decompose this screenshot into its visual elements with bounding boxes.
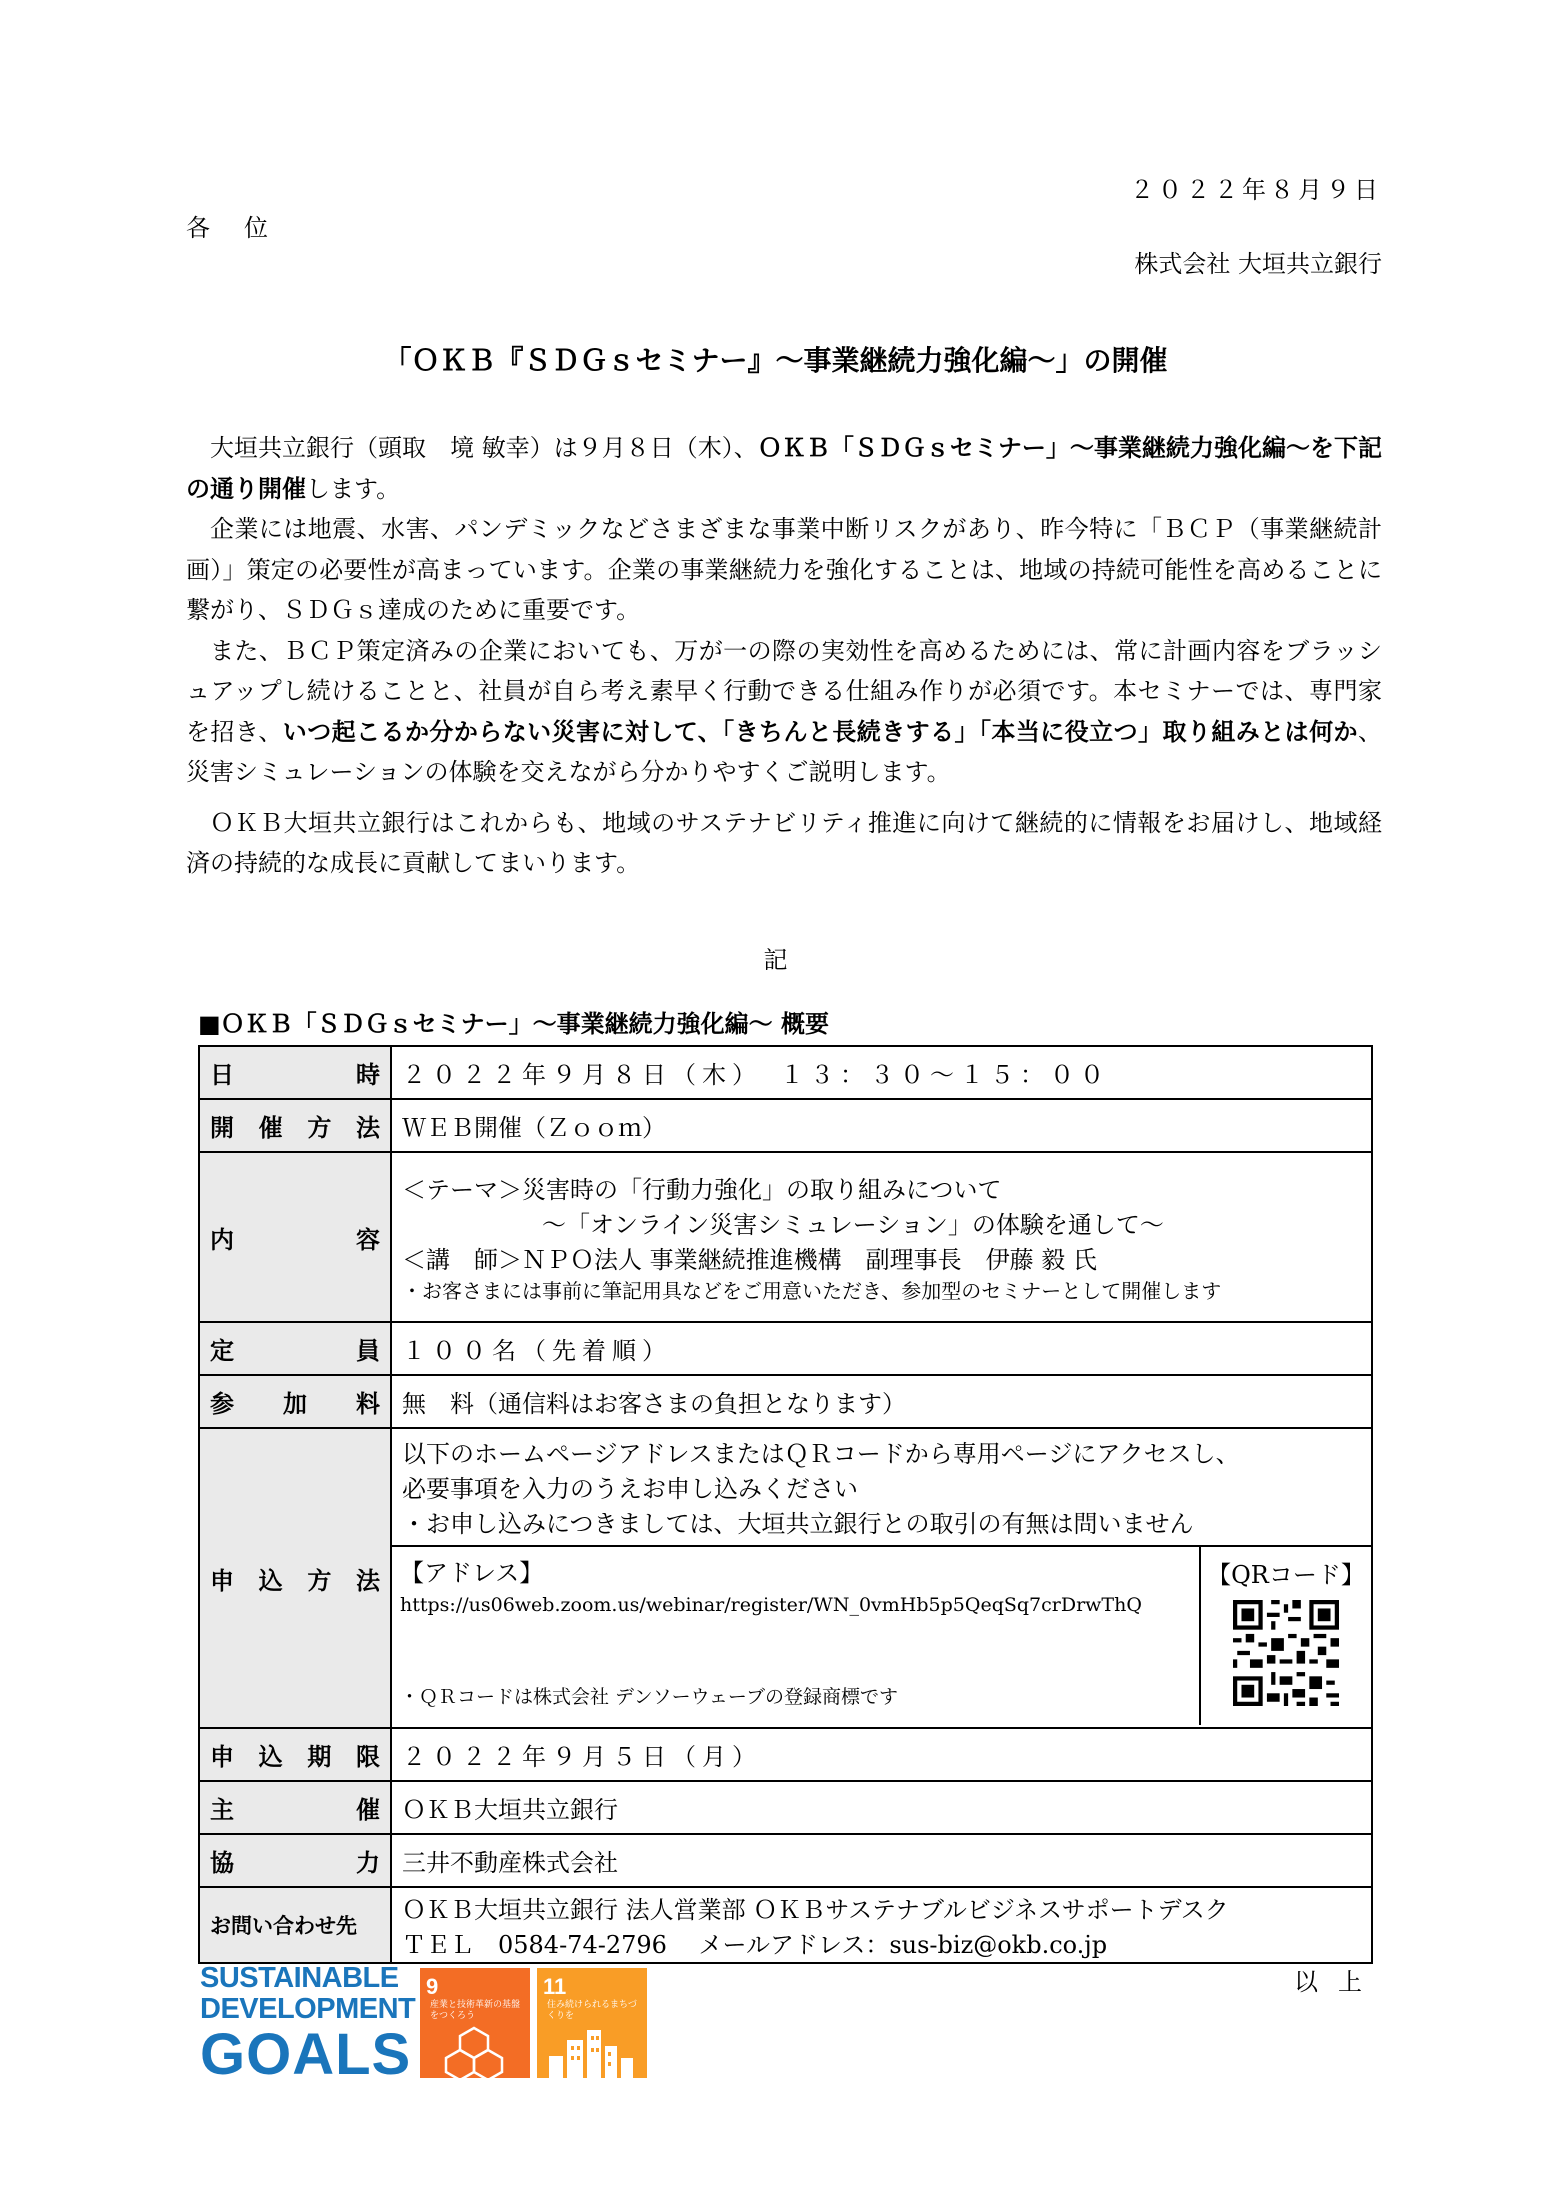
apply-line-1: 以下のホームページアドレスまたはＱＲコードから専用ページにアクセスし、: [402, 1439, 1240, 1468]
label-cooperation-b: 力: [356, 1849, 380, 1877]
value-content: [391, 1152, 1372, 1322]
value-capacity: １００名（先着順）: [391, 1322, 1372, 1375]
label-fee-c: 料: [356, 1390, 380, 1418]
row-content: [199, 1152, 1372, 1322]
p3-text-bold: いつ起こるか分からない災害に対して、「きちんと長続きする」「本当に役立つ」取り組みとは何か: [282, 717, 1358, 746]
overview-table: [198, 1045, 1373, 1964]
label-apply-char: 申: [210, 1566, 234, 1595]
sdgs-logo-line-1: SUSTAINABLE: [200, 1962, 399, 1994]
label-fee-a: 参: [210, 1390, 234, 1418]
label-deadline-char: 込: [258, 1743, 283, 1771]
label-apply-char: 込: [258, 1566, 283, 1595]
label-datetime-b: 時: [356, 1061, 380, 1089]
row-capacity: [199, 1322, 1372, 1375]
label-datetime-a: 日: [210, 1061, 234, 1089]
label-capacity-a: 定: [210, 1337, 234, 1365]
content-theme: ＜テーマ＞災害時の「行動力強化」の取り組みについて: [402, 1176, 1002, 1204]
sender-name: 株式会社 大垣共立銀行: [1134, 250, 1382, 278]
paragraph-2: 企業には地震、水害、パンデミックなどさまざまな事業中断リスクがあり、昨今特に「ＢＣＰ（事業継続計画）」策定の必要性が高まっています。企業の事業継続力を強化することは、地域の持続可能性を高めることに繋がり、ＳＤＧｓ達成のために重要です。: [186, 515, 1382, 624]
content-subtheme: ～「オンライン災害シミュレーション」の体験を通して～: [542, 1211, 1164, 1239]
label-content-a: 内: [210, 1225, 234, 1254]
cubes-icon: [426, 2026, 522, 2086]
label-apply-char: 方: [307, 1566, 332, 1595]
body-text: [186, 428, 1382, 884]
label-organizer-a: 主: [210, 1796, 234, 1824]
value-cooperation: 三井不動産株式会社: [391, 1834, 1372, 1887]
address-heading: 【アドレス】: [400, 1558, 544, 1587]
value-datetime: ２０２２年９月８日（木） １３：３０～１５：００: [391, 1046, 1372, 1099]
goal-11-number: 11: [543, 1974, 567, 1999]
qr-box: [1201, 1547, 1371, 1725]
paragraph-4: ＯＫＢ大垣共立銀行はこれからも、地域のサステナビリティ推進に向けて継続的に情報をお届けし、地域経済の持続的な成長に貢献してまいります。: [186, 808, 1382, 877]
goal-11-text: 住み続けられるまちづくりを: [547, 2000, 637, 2021]
document-date: ２０２２年８月９日: [1130, 176, 1382, 204]
label-apply: [199, 1428, 391, 1728]
overview-heading: ■ＯＫＢ「ＳＤＧｓセミナー」～事業継続力強化編～ 概要: [198, 1010, 830, 1038]
city-buildings-icon: [543, 2026, 639, 2086]
label-capacity-b: 員: [356, 1337, 380, 1365]
p1-text-a: 大垣共立銀行（頭取 境 敏幸）は９月８日（木）、: [210, 434, 758, 462]
label-apply-char: 法: [355, 1566, 380, 1595]
label-fee-b: 加: [283, 1390, 307, 1418]
p3-text-a: また、ＢＣＰ策定済みの企業においても、万が一の際の実効性を高めるためには、常に計画内容をブラッシュアップし続けることと、社員が自ら考え素早く行動できる仕組み作りが必須です。本セミナーでは、専門家を招き、: [186, 636, 1382, 746]
p1-text-c: します。: [306, 474, 401, 503]
label-organizer-b: 催: [356, 1796, 380, 1824]
label-content-b: 容: [356, 1225, 380, 1254]
apply-line-3: ・お申し込みにつきましては、大垣共立銀行との取引の有無は問いません: [402, 1509, 1194, 1538]
registration-url[interactable]: https://us06web.zoom.us/webinar/register/WN_0vmHb5p5QeqSq7crDrwThQ: [400, 1593, 1142, 1616]
row-cooperation: [199, 1834, 1372, 1887]
closing-mark: 以上: [1294, 1968, 1382, 1996]
content-lecturer: ＜講 師＞ＮＰＯ法人 事業継続推進機構 副理事長 伊藤 毅 氏: [402, 1246, 1097, 1274]
ki-mark: 記: [763, 946, 788, 974]
sdg-goal-9-icon: [420, 1968, 530, 2078]
row-datetime: [199, 1046, 1372, 1099]
sdg-goal-11-icon: [537, 1968, 647, 2078]
addressee: 各位: [186, 214, 302, 242]
label-deadline-char: 限: [355, 1743, 380, 1771]
contact-line-1: ＯＫＢ大垣共立銀行 法人営業部 ＯＫＢサステナブルビジネスサポートデスク: [402, 1896, 1229, 1924]
row-fee: [199, 1375, 1372, 1428]
label-deadline-char: 申: [210, 1743, 234, 1771]
value-fee: 無 料（通信料はお客さまの負担となります）: [391, 1375, 1372, 1428]
row-deadline: [199, 1728, 1372, 1781]
row-contact: [199, 1887, 1372, 1963]
content-note: ・お客さまには事前に筆記用具などをご用意いただき、参加型のセミナーとして開催します: [402, 1279, 1222, 1303]
value-deadline: ２０２２年９月５日（月）: [391, 1728, 1372, 1781]
label-deadline-char: 期: [307, 1743, 332, 1771]
value-organizer: ＯＫＢ大垣共立銀行: [391, 1781, 1372, 1834]
document-title: 「ＯＫＢ『ＳＤＧｓセミナー』～事業継続力強化編～」の開催: [383, 344, 1168, 377]
row-organizer: [199, 1781, 1372, 1834]
sdgs-logo: [200, 1963, 415, 2085]
paragraph-1: [186, 428, 1382, 509]
row-apply: [199, 1428, 1372, 1728]
goal-9-text: 産業と技術革新の基盤をつくろう: [430, 2000, 521, 2021]
contact-line-2: ＴＥＬ 0584-74-2796 メールアドレス：sus-biz@okb.co.jp: [402, 1931, 1108, 1959]
value-apply: [391, 1428, 1372, 1728]
label-method-char: 法: [355, 1114, 380, 1142]
goal-9-number: 9: [426, 1974, 439, 1999]
p3-text-c: 、災害シミュレーションの体験を交えながら分かりやすくご説明します。: [186, 717, 1382, 786]
label-method-char: 開: [210, 1114, 234, 1142]
value-method: ＷＥＢ開催（Ｚｏｏｍ）: [391, 1099, 1372, 1152]
label-method-char: 催: [258, 1114, 283, 1142]
label-method-char: 方: [307, 1114, 332, 1142]
address-box: [392, 1547, 1201, 1725]
label-cooperation-a: 協: [210, 1849, 234, 1877]
label-contact: お問い合わせ先: [199, 1887, 391, 1963]
row-method: [199, 1099, 1372, 1152]
qr-heading: 【QRコード】: [1207, 1560, 1365, 1589]
label-method: [199, 1099, 391, 1152]
apply-line-2: 必要事項を入力のうえお申し込みください: [402, 1474, 858, 1503]
qr-code-icon[interactable]: [1233, 1600, 1339, 1706]
value-contact: [391, 1887, 1372, 1963]
sdgs-logo-line-2: DEVELOPMENT: [200, 1993, 416, 2025]
sdgs-logo-line-3: GOALS: [200, 2022, 412, 2087]
paragraph-3: [186, 631, 1382, 793]
p1-text-bold: ＯＫＢ「ＳＤＧｓセミナー」～事業継続力強化編～を下記の通り開催: [186, 434, 1382, 503]
qr-trademark-note: ・ＱＲコードは株式会社 デンソーウェーブの登録商標です: [400, 1685, 898, 1708]
label-deadline: [199, 1728, 391, 1781]
